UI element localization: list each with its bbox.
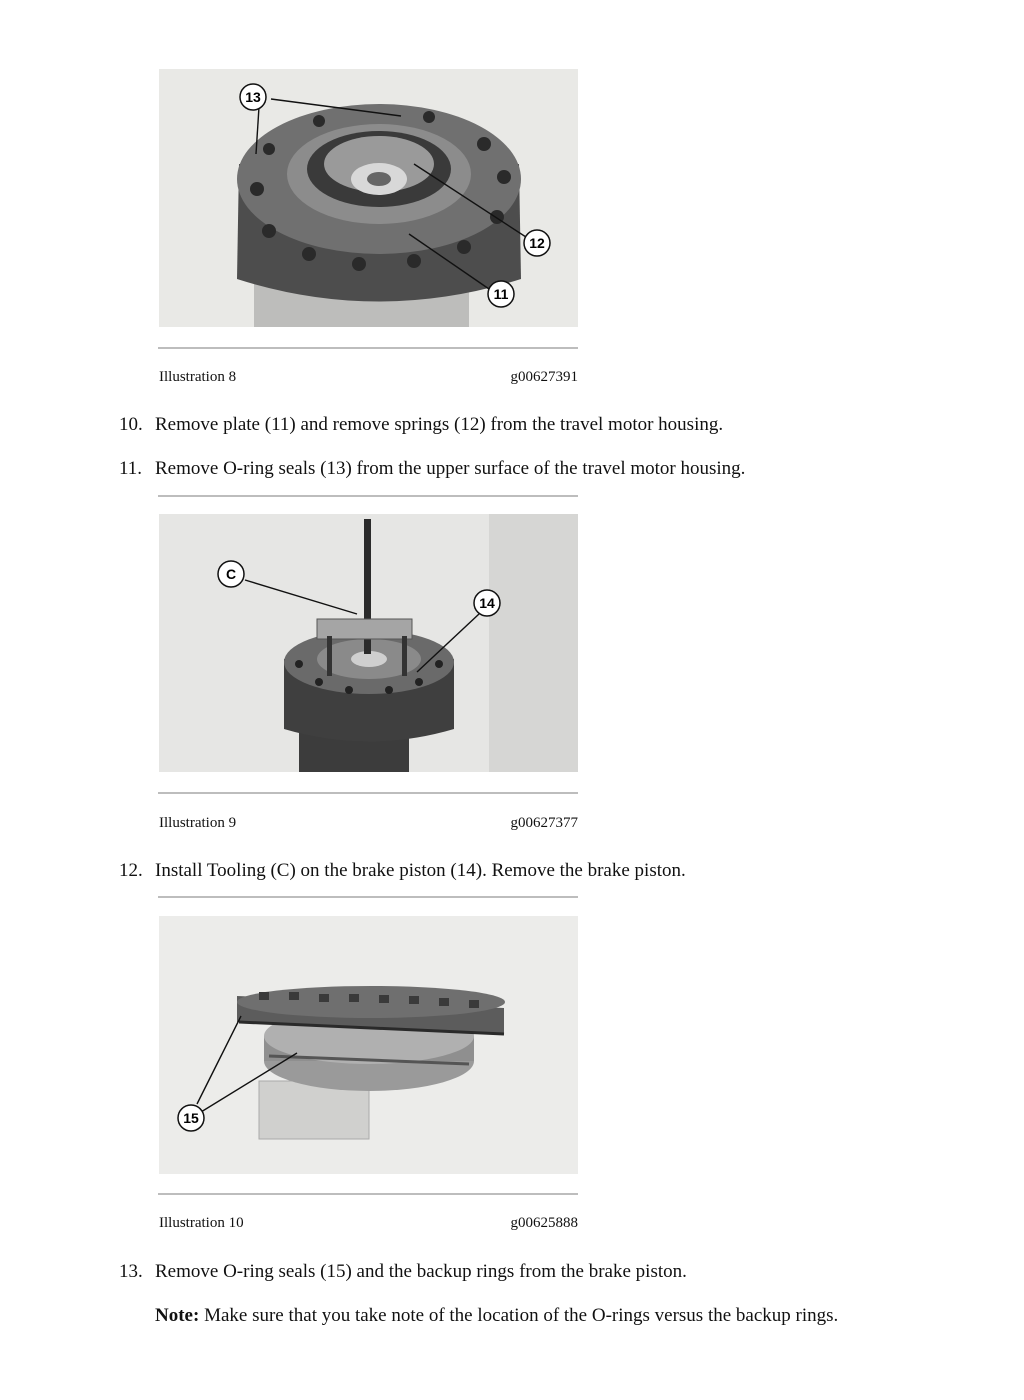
svg-text:15: 15	[183, 1110, 199, 1126]
svg-text:C: C	[225, 566, 237, 582]
note	[155, 1305, 838, 1327]
callout-13	[240, 84, 266, 110]
svg-text:13: 13	[245, 89, 261, 105]
svg-text:11: 11	[493, 286, 509, 302]
illustration-code: g00627377	[510, 815, 578, 831]
step-text: Remove plate (11) and remove springs (12) from the travel motor housing.	[155, 414, 724, 435]
callout-14	[474, 590, 500, 616]
illustration-10-rule	[158, 1193, 578, 1195]
svg-text:12: 12	[529, 235, 545, 251]
illustration-10-top-rule	[158, 896, 578, 898]
callout-c	[218, 561, 244, 587]
step-10	[119, 414, 723, 436]
illustration-code: g00627391	[510, 369, 578, 385]
step-11	[119, 458, 745, 480]
illustration-label: Illustration 10	[159, 1215, 244, 1231]
note-label: Note:	[155, 1305, 200, 1326]
illustration-label: Illustration 8	[159, 369, 237, 385]
illustration-9-caption	[159, 815, 578, 832]
callout-12	[524, 230, 550, 256]
step-text: Remove O-ring seals (13) from the upper surface of the travel motor housing.	[155, 458, 746, 479]
illustration-8-caption	[159, 369, 578, 386]
illustration-9-photo	[159, 514, 578, 772]
illustration-9-rule	[158, 792, 578, 794]
note-text: Make sure that you take note of the location of the O-rings versus the backup rings.	[204, 1305, 839, 1326]
step-number: 11.	[119, 458, 143, 479]
illustration-9-top-rule	[158, 495, 578, 497]
step-12	[119, 860, 686, 882]
illustration-label: Illustration 9	[159, 815, 237, 831]
step-number: 12.	[119, 860, 143, 881]
illustration-8-photo	[159, 69, 578, 327]
callout-15	[178, 1105, 204, 1131]
illustration-code: g00625888	[510, 1215, 578, 1231]
step-13	[119, 1261, 687, 1283]
svg-text:14: 14	[479, 595, 495, 611]
step-text: Remove O-ring seals (15) and the backup rings from the brake piston.	[155, 1261, 687, 1282]
callout-11	[488, 281, 514, 307]
step-text: Install Tooling (C) on the brake piston (14). Remove the brake piston.	[155, 860, 686, 881]
step-number: 10.	[119, 414, 143, 435]
illustration-8-rule	[158, 347, 578, 349]
illustration-10-caption	[159, 1215, 578, 1232]
illustration-10-photo	[159, 916, 578, 1174]
step-number: 13.	[119, 1261, 143, 1282]
